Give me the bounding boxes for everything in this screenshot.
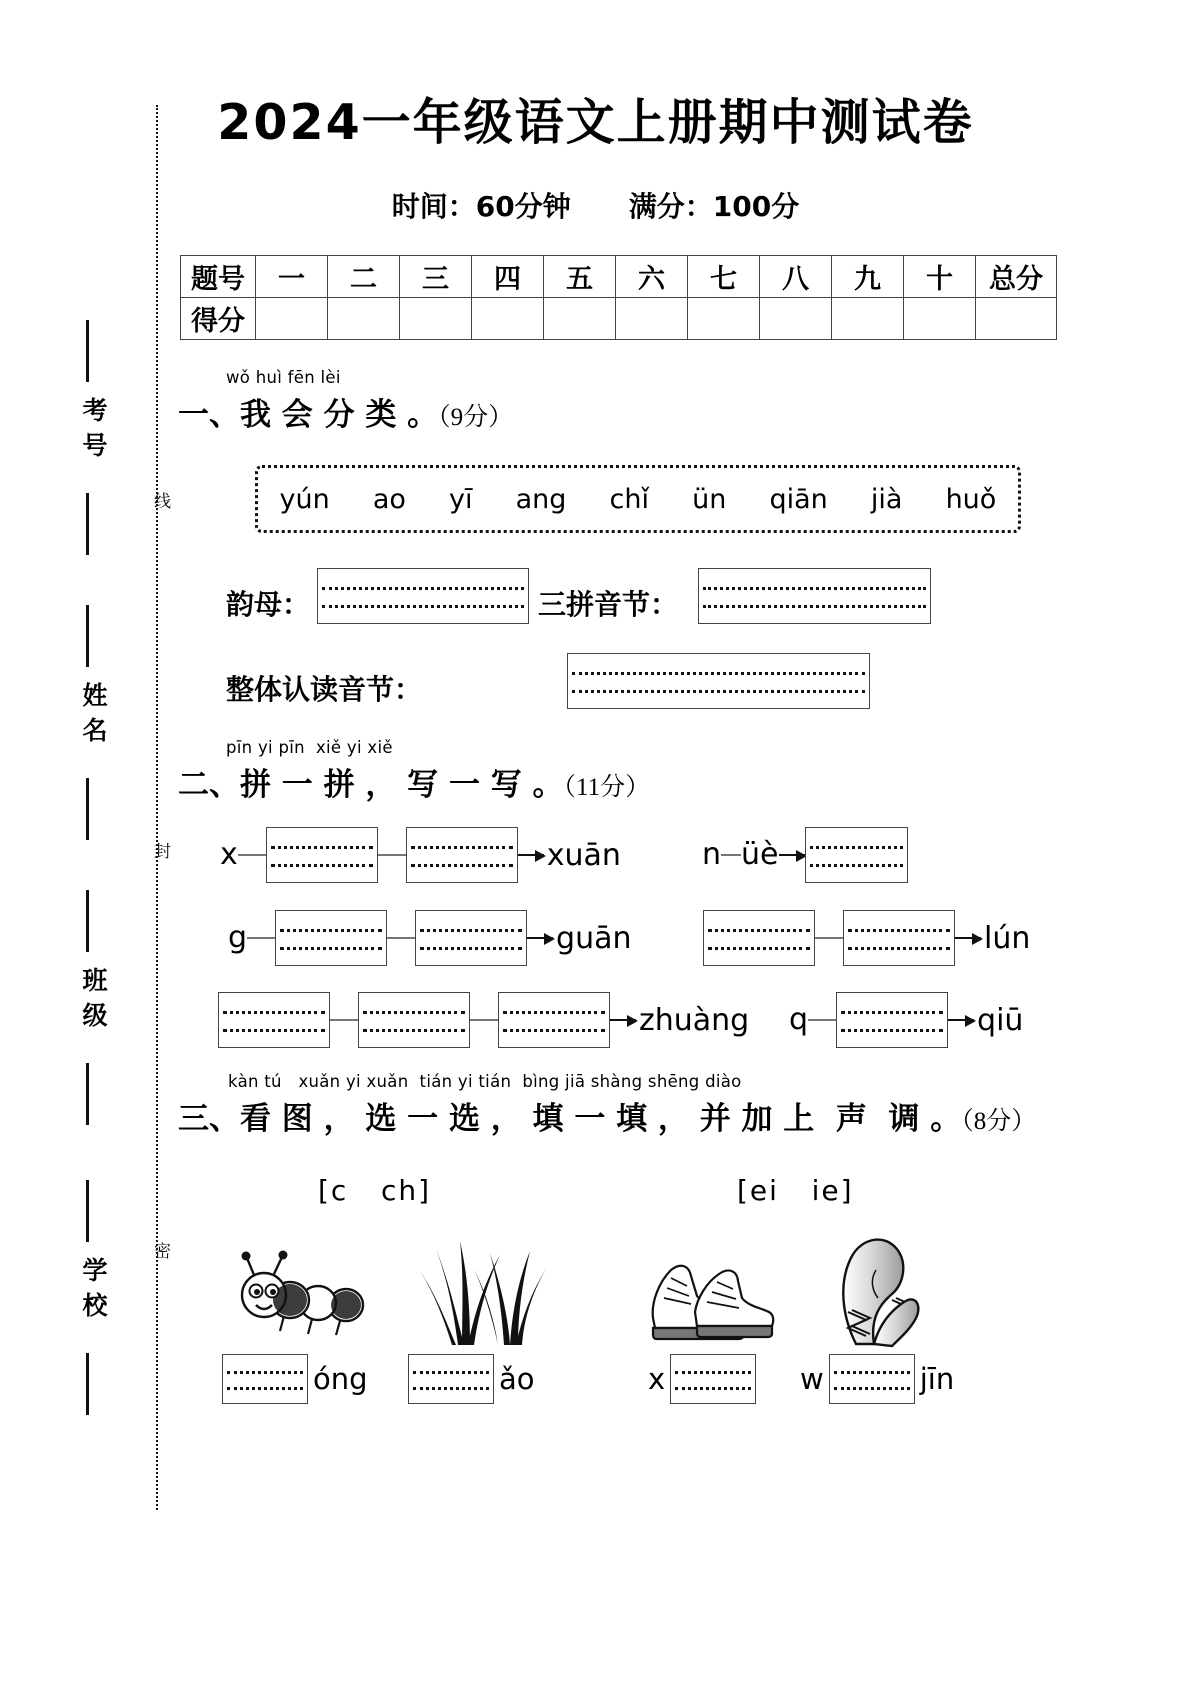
score-cell-1[interactable]	[256, 298, 328, 340]
question-2-heading	[178, 738, 650, 804]
answer-item-4	[800, 1354, 954, 1404]
word-bank-item: huǒ	[945, 483, 997, 515]
seal-word-mi: 密	[151, 1241, 170, 1259]
question-2-score: （11分）	[563, 774, 651, 801]
table-row-question-numbers	[181, 256, 1057, 298]
question-3-score: （8分）	[961, 1108, 1037, 1135]
answer-box[interactable]	[829, 1354, 915, 1404]
caterpillar-icon	[238, 1245, 368, 1340]
connector-line	[815, 937, 843, 939]
answer-box[interactable]	[358, 992, 470, 1048]
label-zhengtirendu: 整体认读音节：	[226, 675, 423, 706]
syllable-suffix: óng	[313, 1362, 368, 1396]
word-bank-item: jià	[870, 483, 903, 515]
score-cell-9[interactable]	[832, 298, 904, 340]
connector-line	[247, 937, 275, 939]
spell-chain-row3-left	[218, 992, 749, 1048]
seal-rule	[86, 493, 89, 555]
answer-box-sanpinyinjie[interactable]	[698, 568, 931, 624]
answer-box[interactable]	[703, 910, 815, 966]
label-yunmu: 韵母：	[226, 590, 311, 621]
full-score-label: 满分：100分	[628, 190, 800, 223]
seal-field-kaohao: 考号	[79, 397, 106, 467]
scarf-icon	[822, 1230, 932, 1348]
question-2-title	[178, 759, 650, 804]
seal-word-xian: 线	[151, 491, 170, 509]
seal-field-xingming: 姓名	[79, 682, 106, 752]
syllable-suffix: jīn	[919, 1362, 955, 1396]
connector-line	[808, 1019, 836, 1021]
col-10: 十	[904, 256, 976, 298]
question-1-text: 我 会 分 类 。	[240, 397, 439, 433]
seal-strip	[48, 105, 198, 1510]
answer-box[interactable]	[222, 1354, 308, 1404]
connector-line	[721, 854, 741, 856]
medial-letter: üè	[741, 837, 779, 872]
answer-box[interactable]	[836, 992, 948, 1048]
score-cell-3[interactable]	[400, 298, 472, 340]
word-bank-item: yī	[449, 483, 473, 515]
word-bank-item: qiān	[769, 483, 828, 515]
arrow-icon	[955, 937, 981, 939]
question-1-title	[178, 389, 513, 434]
col-9: 九	[832, 256, 904, 298]
score-cell-5[interactable]	[544, 298, 616, 340]
seal-rule	[86, 1353, 89, 1415]
exam-meta	[0, 185, 1191, 225]
col-6: 六	[616, 256, 688, 298]
score-table	[180, 255, 1057, 340]
col-4: 四	[472, 256, 544, 298]
answer-box[interactable]	[498, 992, 610, 1048]
syllable-prefix: w	[800, 1362, 824, 1396]
word-bank-item: chǐ	[609, 483, 650, 515]
spell-chain-row3-right	[789, 992, 1023, 1048]
syllable-suffix: ǎo	[499, 1362, 535, 1396]
col-2: 二	[328, 256, 400, 298]
question-1-heading	[178, 368, 513, 434]
answer-box[interactable]	[415, 910, 527, 966]
row-label-tihao: 题号	[181, 256, 256, 298]
spell-chain-row1-left	[220, 827, 621, 883]
question-3-pinyin: kàn tú xuǎn yi xuǎn tián yi tián bìng jiā shàng shēng diào	[228, 1072, 742, 1091]
question-3-text: 看 图 ， 选 一 选 ， 填 一 填 ， 并 加 上 声 调 。	[240, 1101, 962, 1137]
target-syllable: xuān	[546, 837, 621, 873]
answer-box[interactable]	[275, 910, 387, 966]
score-cell-6[interactable]	[616, 298, 688, 340]
connector-line	[238, 854, 266, 856]
seal-field-banji: 班级	[79, 967, 106, 1037]
seal-field-xuexiao: 学校	[79, 1257, 106, 1327]
target-syllable: guān	[556, 920, 632, 956]
spell-chain-row2-left	[228, 910, 632, 966]
spell-chain-row1-right	[702, 827, 908, 883]
question-1-pinyin: wǒ huì fēn lèi	[226, 368, 341, 387]
question-3-index: 三、	[178, 1101, 240, 1137]
question-3-title	[178, 1093, 1036, 1138]
target-syllable: qiū	[977, 1002, 1024, 1038]
answer-item-1	[222, 1354, 368, 1404]
word-bank	[255, 465, 1021, 533]
grass-icon	[418, 1235, 548, 1345]
bracket-choice-c-ch: [c ch]	[318, 1174, 432, 1207]
label-sanpinyinjie: 三拼音节：	[538, 590, 679, 621]
score-cell-8[interactable]	[760, 298, 832, 340]
initial-letter: g	[228, 920, 248, 955]
answer-box-zhengtirendu[interactable]	[567, 653, 870, 709]
col-5: 五	[544, 256, 616, 298]
answer-box[interactable]	[218, 992, 330, 1048]
score-cell-4[interactable]	[472, 298, 544, 340]
score-cell-2[interactable]	[328, 298, 400, 340]
seal-rule	[86, 605, 89, 667]
connector-line	[470, 1019, 498, 1021]
seal-rule	[86, 890, 89, 952]
connector-line	[387, 937, 415, 939]
question-2-text: 拼 一 拼 ， 写 一 写 。	[240, 767, 564, 803]
syllable-prefix: x	[648, 1362, 666, 1396]
col-3: 三	[400, 256, 472, 298]
answer-box-yunmu[interactable]	[317, 568, 529, 624]
target-syllable: zhuàng	[639, 1002, 750, 1038]
answer-item-3	[648, 1354, 756, 1404]
time-label: 时间：60分钟	[391, 190, 571, 223]
word-bank-item: ao	[372, 483, 406, 515]
target-syllable: lún	[984, 920, 1031, 956]
answer-box[interactable]	[406, 827, 518, 883]
seal-word-feng: 封	[151, 841, 170, 859]
question-2-index: 二、	[178, 767, 240, 803]
connector-line	[330, 1019, 358, 1021]
arrow-icon	[610, 1019, 636, 1021]
arrow-icon	[518, 854, 544, 856]
answer-box[interactable]	[805, 827, 908, 883]
arrow-icon	[948, 1019, 974, 1021]
answer-box[interactable]	[408, 1354, 494, 1404]
question-2-pinyin: pīn yi pīn xiě yi xiě	[226, 738, 393, 757]
table-row-scores	[181, 298, 1057, 340]
arrow-icon	[527, 937, 553, 939]
word-bank-item: ün	[692, 483, 727, 515]
col-7: 七	[688, 256, 760, 298]
answer-box[interactable]	[843, 910, 955, 966]
question-1-index: 一、	[178, 397, 240, 433]
initial-letter: q	[789, 1002, 809, 1037]
bracket-choice-ei-ie: [ei ie]	[737, 1174, 854, 1207]
word-bank-item: ang	[515, 483, 567, 515]
question-3-heading	[178, 1072, 1036, 1138]
sneakers-icon	[645, 1252, 775, 1342]
seal-rule	[86, 1180, 89, 1242]
arrow-icon	[779, 854, 805, 856]
score-cell-total[interactable]	[976, 298, 1057, 340]
word-bank-item: yún	[279, 483, 330, 515]
col-8: 八	[760, 256, 832, 298]
initial-letter: x	[220, 837, 238, 872]
initial-letter: n	[702, 837, 722, 872]
row-label-defen: 得分	[181, 298, 256, 340]
answer-box[interactable]	[266, 827, 378, 883]
answer-box[interactable]	[670, 1354, 756, 1404]
col-1: 一	[256, 256, 328, 298]
answer-item-2	[408, 1354, 535, 1404]
score-cell-7[interactable]	[688, 298, 760, 340]
seal-rule	[86, 1063, 89, 1125]
spell-chain-row2-right	[703, 910, 1030, 966]
seal-rule	[86, 778, 89, 840]
seal-dashed-line	[156, 105, 158, 1510]
connector-line	[378, 854, 406, 856]
page-title: 2024一年级语文上册期中测试卷	[217, 94, 974, 151]
col-total: 总分	[976, 256, 1057, 298]
seal-rule	[86, 320, 89, 382]
question-1-score: （9分）	[438, 404, 514, 431]
score-cell-10[interactable]	[904, 298, 976, 340]
